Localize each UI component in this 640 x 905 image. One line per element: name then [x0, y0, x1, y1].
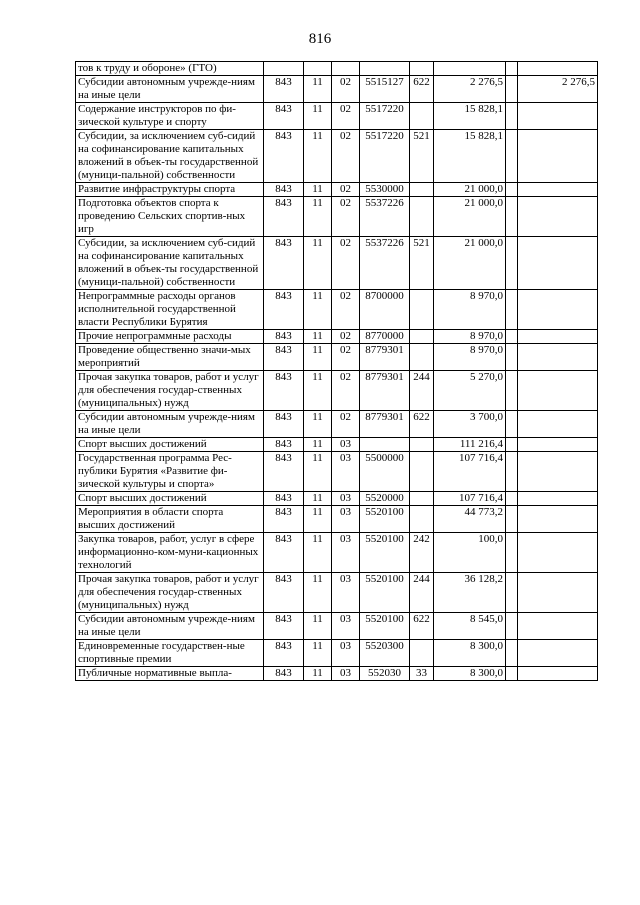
- target-article-code: 5517220: [360, 103, 410, 130]
- budget-item-name: Подготовка объектов спорта к проведению Сельских спортив-ных игр: [76, 197, 264, 237]
- target-article-code: 5520300: [360, 640, 410, 667]
- budget-item-name: Публичные нормативные выпла-: [76, 667, 264, 681]
- expense-type-code: 244: [410, 371, 434, 411]
- expense-type-code: [410, 506, 434, 533]
- amount: 8 970,0: [434, 330, 506, 344]
- budget-item-name: Субсидии, за исключением суб-сидий на софинансирование капитальных вложений в объек-ты государственной (муници-пальной) собственности: [76, 130, 264, 183]
- amount-extra: [518, 371, 598, 411]
- amount: 2 276,5: [434, 76, 506, 103]
- subsection-code: 03: [332, 452, 360, 492]
- section-code: 11: [304, 371, 332, 411]
- budget-item-name: Субсидии автономным учрежде-ниям на иные цели: [76, 613, 264, 640]
- spacer-cell: [506, 533, 518, 573]
- table-row: [76, 533, 598, 573]
- table-row: [76, 506, 598, 533]
- amount-extra: [518, 183, 598, 197]
- section-code: 11: [304, 237, 332, 290]
- amount: 15 828,1: [434, 103, 506, 130]
- amount: 44 773,2: [434, 506, 506, 533]
- amount-extra: [518, 411, 598, 438]
- table-body: [76, 62, 598, 681]
- amount: 107 716,4: [434, 452, 506, 492]
- budget-item-name: Непрограммные расходы органов исполнительной государственной власти Республики Бурятия: [76, 290, 264, 330]
- budget-item-name: Государственная программа Рес-публики Бурятия «Развитие фи-зической культуры и спорта»: [76, 452, 264, 492]
- amount: 8 300,0: [434, 640, 506, 667]
- amount-extra: [518, 533, 598, 573]
- spacer-cell: [506, 506, 518, 533]
- budget-item-name: Прочая закупка товаров, работ и услуг для обеспечения государ-ственных (муниципальных) нужд: [76, 573, 264, 613]
- amount-extra: [518, 197, 598, 237]
- expense-type-code: 622: [410, 411, 434, 438]
- expense-type-code: [410, 330, 434, 344]
- department-code: 843: [264, 130, 304, 183]
- amount: 107 716,4: [434, 492, 506, 506]
- amount-extra: [518, 452, 598, 492]
- section-code: 11: [304, 438, 332, 452]
- department-code: 843: [264, 411, 304, 438]
- spacer-cell: [506, 290, 518, 330]
- target-article-code: 5520100: [360, 573, 410, 613]
- expense-type-code: 242: [410, 533, 434, 573]
- department-code: 843: [264, 452, 304, 492]
- budget-item-name: Проведение общественно значи-мых мероприятий: [76, 344, 264, 371]
- section-code: [304, 62, 332, 76]
- subsection-code: 02: [332, 103, 360, 130]
- subsection-code: 02: [332, 197, 360, 237]
- expense-type-code: [410, 492, 434, 506]
- spacer-cell: [506, 411, 518, 438]
- table-row: [76, 573, 598, 613]
- table-row: [76, 452, 598, 492]
- spacer-cell: [506, 371, 518, 411]
- department-code: 843: [264, 344, 304, 371]
- budget-item-name: Субсидии автономным учрежде-ниям на иные цели: [76, 411, 264, 438]
- subsection-code: 02: [332, 411, 360, 438]
- section-code: 11: [304, 183, 332, 197]
- section-code: 11: [304, 76, 332, 103]
- subsection-code: 03: [332, 533, 360, 573]
- subsection-code: 03: [332, 506, 360, 533]
- spacer-cell: [506, 573, 518, 613]
- amount: 8 300,0: [434, 667, 506, 681]
- table-row: [76, 411, 598, 438]
- page-number: 816: [308, 31, 332, 47]
- table-row: [76, 640, 598, 667]
- section-code: 11: [304, 506, 332, 533]
- target-article-code: 5500000: [360, 452, 410, 492]
- budget-item-name: Развитие инфраструктуры спорта: [76, 183, 264, 197]
- spacer-cell: [506, 130, 518, 183]
- spacer-cell: [506, 330, 518, 344]
- amount-extra: [518, 103, 598, 130]
- amount: 3 700,0: [434, 411, 506, 438]
- table-row: [76, 130, 598, 183]
- expense-type-code: [410, 452, 434, 492]
- section-code: 11: [304, 103, 332, 130]
- target-article-code: 552030: [360, 667, 410, 681]
- table-row: [76, 613, 598, 640]
- department-code: 843: [264, 103, 304, 130]
- target-article-code: 5537226: [360, 237, 410, 290]
- section-code: 11: [304, 533, 332, 573]
- amount-extra: [518, 492, 598, 506]
- target-article-code: 8770000: [360, 330, 410, 344]
- subsection-code: 03: [332, 613, 360, 640]
- amount-extra: [518, 237, 598, 290]
- spacer-cell: [506, 667, 518, 681]
- amount: 15 828,1: [434, 130, 506, 183]
- expense-type-code: [410, 183, 434, 197]
- subsection-code: 02: [332, 371, 360, 411]
- subsection-code: 02: [332, 290, 360, 330]
- section-code: 11: [304, 411, 332, 438]
- amount-extra: [518, 438, 598, 452]
- expense-type-code: 521: [410, 237, 434, 290]
- table-row: [76, 344, 598, 371]
- budget-item-name: Субсидии, за исключением суб-сидий на софинансирование капитальных вложений в объек-ты государственной (муници-пальной) собственности: [76, 237, 264, 290]
- amount: 8 545,0: [434, 613, 506, 640]
- section-code: 11: [304, 290, 332, 330]
- department-code: 843: [264, 237, 304, 290]
- table-row: [76, 438, 598, 452]
- amount-extra: [518, 640, 598, 667]
- budget-item-name: Единовременные государствен-ные спортивные премии: [76, 640, 264, 667]
- subsection-code: 02: [332, 344, 360, 371]
- department-code: 843: [264, 290, 304, 330]
- department-code: 843: [264, 197, 304, 237]
- department-code: [264, 62, 304, 76]
- section-code: 11: [304, 667, 332, 681]
- amount: 8 970,0: [434, 290, 506, 330]
- amount: [434, 62, 506, 76]
- amount-extra: [518, 344, 598, 371]
- spacer-cell: [506, 452, 518, 492]
- section-code: 11: [304, 452, 332, 492]
- subsection-code: 03: [332, 573, 360, 613]
- expense-type-code: [410, 290, 434, 330]
- expense-type-code: 622: [410, 613, 434, 640]
- target-article-code: 5520100: [360, 506, 410, 533]
- table-row: [76, 492, 598, 506]
- department-code: 843: [264, 183, 304, 197]
- section-code: 11: [304, 640, 332, 667]
- amount: 21 000,0: [434, 237, 506, 290]
- target-article-code: 5520000: [360, 492, 410, 506]
- spacer-cell: [506, 197, 518, 237]
- table-row: [76, 330, 598, 344]
- subsection-code: 03: [332, 492, 360, 506]
- spacer-cell: [506, 438, 518, 452]
- target-article-code: 5520100: [360, 613, 410, 640]
- budget-table: [75, 61, 598, 681]
- table-row: [76, 103, 598, 130]
- section-code: 11: [304, 492, 332, 506]
- spacer-cell: [506, 183, 518, 197]
- section-code: 11: [304, 330, 332, 344]
- budget-item-name: Мероприятия в области спорта высших достижений: [76, 506, 264, 533]
- target-article-code: 8779301: [360, 371, 410, 411]
- section-code: 11: [304, 197, 332, 237]
- subsection-code: 02: [332, 237, 360, 290]
- expense-type-code: [410, 62, 434, 76]
- amount: 21 000,0: [434, 197, 506, 237]
- expense-type-code: 622: [410, 76, 434, 103]
- department-code: 843: [264, 573, 304, 613]
- spacer-cell: [506, 62, 518, 76]
- target-article-code: 5515127: [360, 76, 410, 103]
- section-code: 11: [304, 130, 332, 183]
- budget-item-name: Содержание инструкторов по фи-зической культуре и спорту: [76, 103, 264, 130]
- subsection-code: 02: [332, 76, 360, 103]
- table-row: [76, 62, 598, 76]
- department-code: 843: [264, 330, 304, 344]
- department-code: 843: [264, 371, 304, 411]
- target-article-code: 5520100: [360, 533, 410, 573]
- spacer-cell: [506, 344, 518, 371]
- budget-item-name: Спорт высших достижений: [76, 492, 264, 506]
- target-article-code: 8779301: [360, 344, 410, 371]
- table-row: [76, 371, 598, 411]
- amount: 21 000,0: [434, 183, 506, 197]
- expense-type-code: [410, 103, 434, 130]
- amount-extra: [518, 506, 598, 533]
- budget-item-name: Закупка товаров, работ, услуг в сфере информационно-ком-муни-кационных технологий: [76, 533, 264, 573]
- table-row: [76, 237, 598, 290]
- subsection-code: 03: [332, 640, 360, 667]
- target-article-code: 8779301: [360, 411, 410, 438]
- department-code: 843: [264, 613, 304, 640]
- amount-extra: [518, 667, 598, 681]
- department-code: 843: [264, 438, 304, 452]
- spacer-cell: [506, 237, 518, 290]
- target-article-code: 8700000: [360, 290, 410, 330]
- target-article-code: [360, 62, 410, 76]
- subsection-code: 02: [332, 330, 360, 344]
- section-code: 11: [304, 344, 332, 371]
- section-code: 11: [304, 613, 332, 640]
- amount: 100,0: [434, 533, 506, 573]
- expense-type-code: 33: [410, 667, 434, 681]
- department-code: 843: [264, 492, 304, 506]
- amount-extra: [518, 62, 598, 76]
- spacer-cell: [506, 103, 518, 130]
- table-row: [76, 667, 598, 681]
- expense-type-code: [410, 344, 434, 371]
- table-row: [76, 76, 598, 103]
- table-row: [76, 197, 598, 237]
- expense-type-code: 521: [410, 130, 434, 183]
- amount: 8 970,0: [434, 344, 506, 371]
- expense-type-code: [410, 438, 434, 452]
- amount-extra: [518, 330, 598, 344]
- budget-item-name: Спорт высших достижений: [76, 438, 264, 452]
- table-row: [76, 290, 598, 330]
- amount-extra: [518, 613, 598, 640]
- amount-extra: [518, 130, 598, 183]
- spacer-cell: [506, 492, 518, 506]
- amount-extra: 2 276,5: [518, 76, 598, 103]
- budget-item-name: Субсидии автономным учрежде-ниям на иные цели: [76, 76, 264, 103]
- table-row: [76, 183, 598, 197]
- spacer-cell: [506, 640, 518, 667]
- amount: 111 216,4: [434, 438, 506, 452]
- target-article-code: [360, 438, 410, 452]
- target-article-code: 5537226: [360, 197, 410, 237]
- subsection-code: 03: [332, 667, 360, 681]
- spacer-cell: [506, 613, 518, 640]
- expense-type-code: [410, 197, 434, 237]
- amount: 5 270,0: [434, 371, 506, 411]
- department-code: 843: [264, 667, 304, 681]
- department-code: 843: [264, 640, 304, 667]
- amount-extra: [518, 573, 598, 613]
- department-code: 843: [264, 533, 304, 573]
- subsection-code: 03: [332, 438, 360, 452]
- budget-item-name: тов к труду и обороне» (ГТО): [76, 62, 264, 76]
- spacer-cell: [506, 76, 518, 103]
- subsection-code: 02: [332, 130, 360, 183]
- expense-type-code: 244: [410, 573, 434, 613]
- target-article-code: 5530000: [360, 183, 410, 197]
- budget-item-name: Прочие непрограммные расходы: [76, 330, 264, 344]
- target-article-code: 5517220: [360, 130, 410, 183]
- department-code: 843: [264, 76, 304, 103]
- subsection-code: [332, 62, 360, 76]
- subsection-code: 02: [332, 183, 360, 197]
- section-code: 11: [304, 573, 332, 613]
- amount: 36 128,2: [434, 573, 506, 613]
- expense-type-code: [410, 640, 434, 667]
- budget-item-name: Прочая закупка товаров, работ и услуг для обеспечения государ-ственных (муниципальных) нужд: [76, 371, 264, 411]
- amount-extra: [518, 290, 598, 330]
- department-code: 843: [264, 506, 304, 533]
